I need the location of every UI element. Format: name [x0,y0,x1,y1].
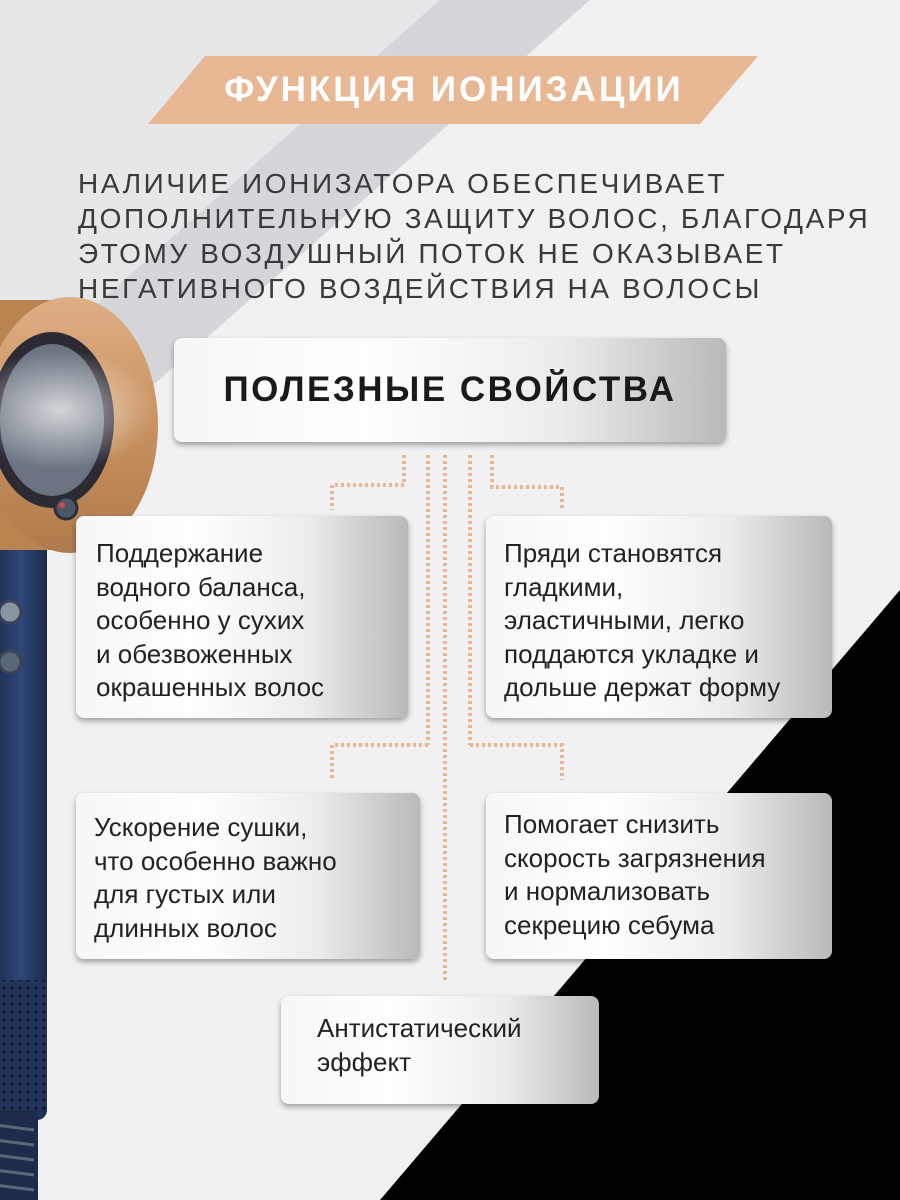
benefit-line: и обезвоженных [96,638,293,669]
benefit-line: секрецию себума [504,909,715,940]
benefit-line: эффект [317,1046,412,1077]
benefit-line: и нормализовать [504,876,711,906]
benefit-line: гладкими, [504,571,624,602]
intro-line: ДОПОЛНИТЕЛЬНУЮ ЗАЩИТУ ВОЛОС, БЛАГОДАРЯ [78,203,871,234]
benefit-line: эластичными, легко [504,605,745,635]
benefit-line: особенно у сухих [96,605,305,635]
benefit-line: водного баланса, [96,571,306,602]
benefit-line: скорость загрязнения [504,842,766,873]
benefit-card-faster-drying [76,793,420,959]
intro-line: НАЛИЧИЕ ИОНИЗАТОРА ОБЕСПЕЧИВАЕТ [78,168,728,199]
benefit-card-sebum-control [486,793,832,959]
benefit-line: для густых или [94,879,276,909]
benefit-card-water-balance [76,516,408,718]
banner-title: ФУНКЦИЯ ИОНИЗАЦИИ [224,70,684,109]
benefit-line: Ускорение сушки, [94,812,308,842]
intro-line: ЭТОМУ ВОЗДУШНЫЙ ПОТОК НЕ ОКАЗЫВАЕТ [78,238,786,269]
benefit-line: Поддержание [96,538,264,568]
benefit-line: окрашенных волос [96,672,325,702]
benefit-line: дольше держат форму [504,672,781,702]
intro-text [78,166,878,306]
benefit-line: Пряди становятся [504,538,723,568]
benefits-title-card [174,338,726,442]
benefit-line: что особенно важно [94,845,337,876]
benefit-line: поддаются укладке и [504,638,759,669]
benefit-line: длинных волос [94,912,277,943]
benefit-card-antistatic [281,996,599,1104]
benefit-line: Помогает снизить [504,809,720,839]
intro-line: НЕГАТИВНОГО ВОЗДЕЙСТВИЯ НА ВОЛОСЫ [78,273,762,304]
benefits-title: ПОЛЕЗНЫЕ СВОЙСТВА [223,370,677,409]
benefit-line: Антистатический [317,1013,522,1043]
benefit-card-smooth-strands [486,516,832,718]
